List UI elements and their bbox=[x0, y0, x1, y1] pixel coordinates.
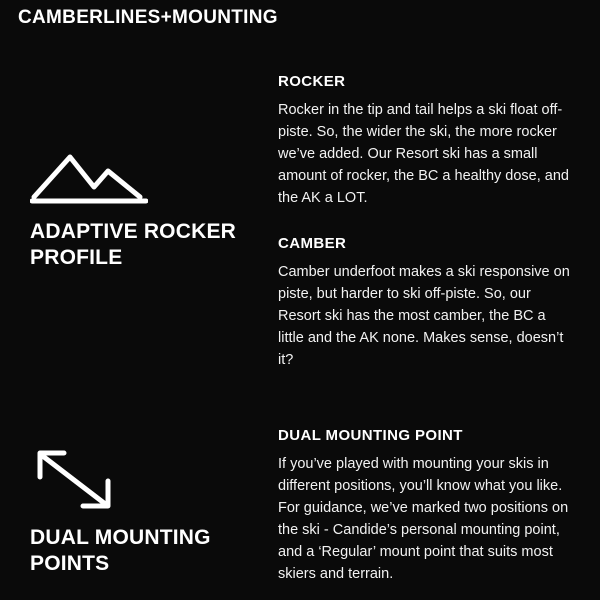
block-title: DUAL MOUNTING POINT bbox=[278, 427, 463, 445]
text-block-camber bbox=[278, 235, 578, 371]
text-block-dual-mounting-point bbox=[278, 427, 578, 585]
section-heading: DUAL MOUNTING POINTS bbox=[30, 526, 211, 576]
mountain-rocker-icon bbox=[30, 131, 278, 209]
section-left-column bbox=[0, 73, 278, 272]
block-body: Camber underfoot makes a ski responsive on piste, but harder to ski off-piste. So, our Resort ski has the most camber, the BC a little and the AK none. Makes sense, doesn’t it? bbox=[278, 264, 570, 369]
section-adaptive-rocker-profile bbox=[0, 73, 600, 371]
block-body: If you’ve played with mounting your skis in different positions, you’ll know what you like. For guidance, we’ve marked two positions on the ski - Candide’s personal mounting point, and a ‘Regular’ mount point that suits most skiers and terrain. bbox=[278, 456, 569, 583]
section-right-column bbox=[278, 427, 600, 585]
text-block-rocker bbox=[278, 73, 578, 209]
section-left-column bbox=[0, 427, 278, 578]
double-arrow-icon bbox=[30, 437, 278, 515]
block-title: CAMBER bbox=[278, 235, 347, 253]
page-header bbox=[0, 0, 600, 29]
block-title: ROCKER bbox=[278, 72, 346, 90]
block-body: Rocker in the tip and tail helps a ski float off-piste. So, the wider the ski, the more rocker we’ve added. Our Resort ski has a small amount of rocker, the BC a healthy dose, and the AK a LOT. bbox=[278, 101, 569, 207]
section-dual-mounting-points bbox=[0, 427, 600, 585]
section-heading: ADAPTIVE ROCKER PROFILE bbox=[30, 219, 237, 270]
page-title: CAMBERLINES+MOUNTING bbox=[18, 7, 278, 28]
section-right-column bbox=[278, 73, 600, 371]
